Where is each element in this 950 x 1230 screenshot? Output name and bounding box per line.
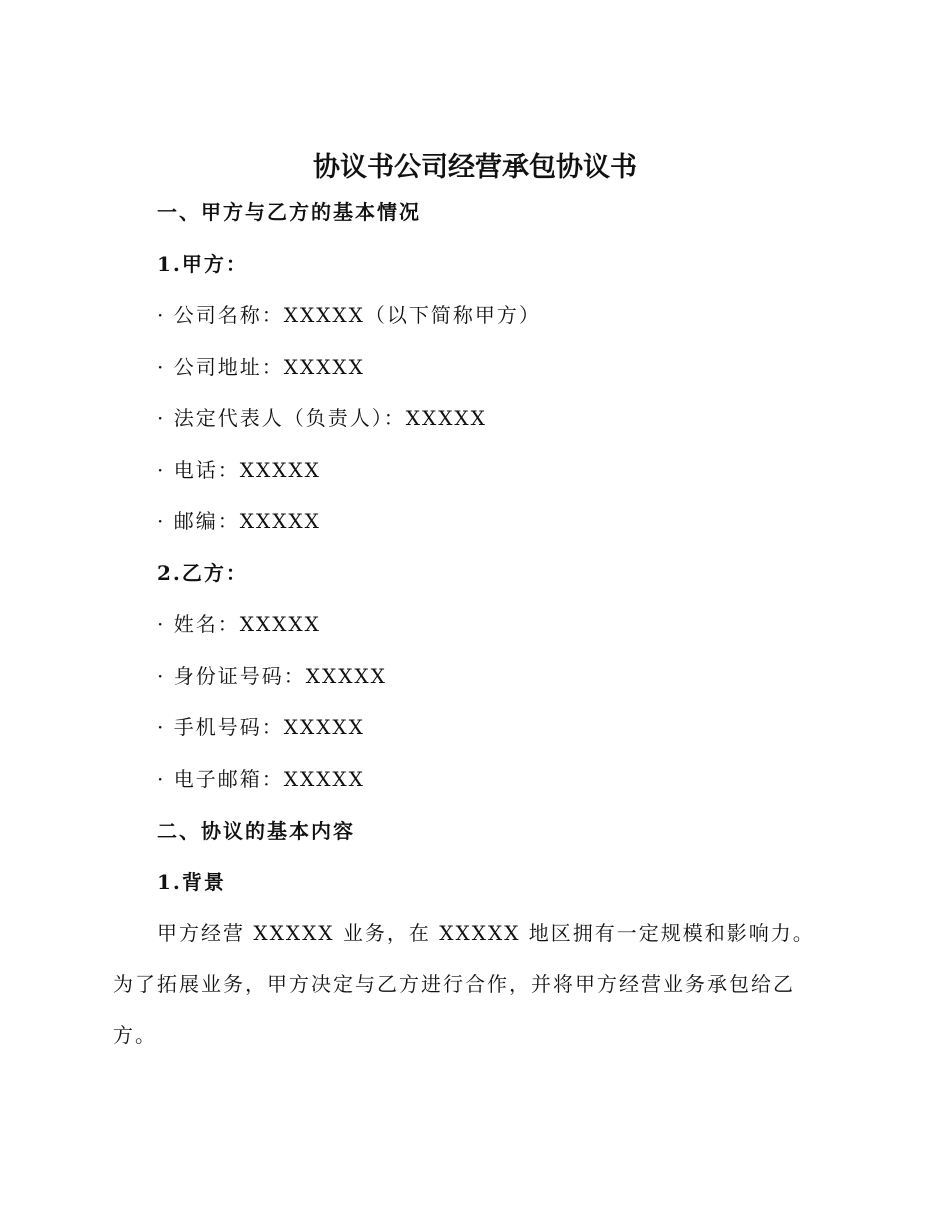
party-b-email: · 电子邮箱：XXXXX bbox=[157, 767, 365, 791]
section-heading-agreement-content: 二、协议的基本内容 bbox=[157, 819, 355, 843]
party-a-label: 1.甲方： bbox=[157, 252, 248, 276]
section-heading-basic-info: 一、甲方与乙方的基本情况 bbox=[157, 200, 421, 224]
background-paragraph: 甲方经营 XXXXX 业务，在 XXXXX 地区拥有一定规模和影响力。为了拓展业务，甲方决定与乙方进行合作，并将甲方经营业务承包给乙方。 bbox=[113, 921, 815, 1047]
party-b-mobile: · 手机号码：XXXXX bbox=[157, 715, 365, 739]
party-a-phone: · 电话：XXXXX bbox=[157, 458, 321, 482]
document-title: 协议书公司经营承包协议书 bbox=[313, 152, 637, 183]
background-subheading: 1.背景 bbox=[157, 870, 226, 894]
party-a-legal-representative: · 法定代表人（负责人）：XXXXX bbox=[157, 406, 487, 430]
party-a-company-name: · 公司名称：XXXXX（以下简称甲方） bbox=[157, 303, 541, 327]
party-b-id-number: · 身份证号码：XXXXX bbox=[157, 664, 387, 688]
party-b-label: 2.乙方： bbox=[157, 561, 248, 585]
party-a-company-address: · 公司地址：XXXXX bbox=[157, 355, 365, 379]
party-a-postcode: · 邮编：XXXXX bbox=[157, 509, 321, 533]
party-b-name: · 姓名：XXXXX bbox=[157, 612, 321, 636]
